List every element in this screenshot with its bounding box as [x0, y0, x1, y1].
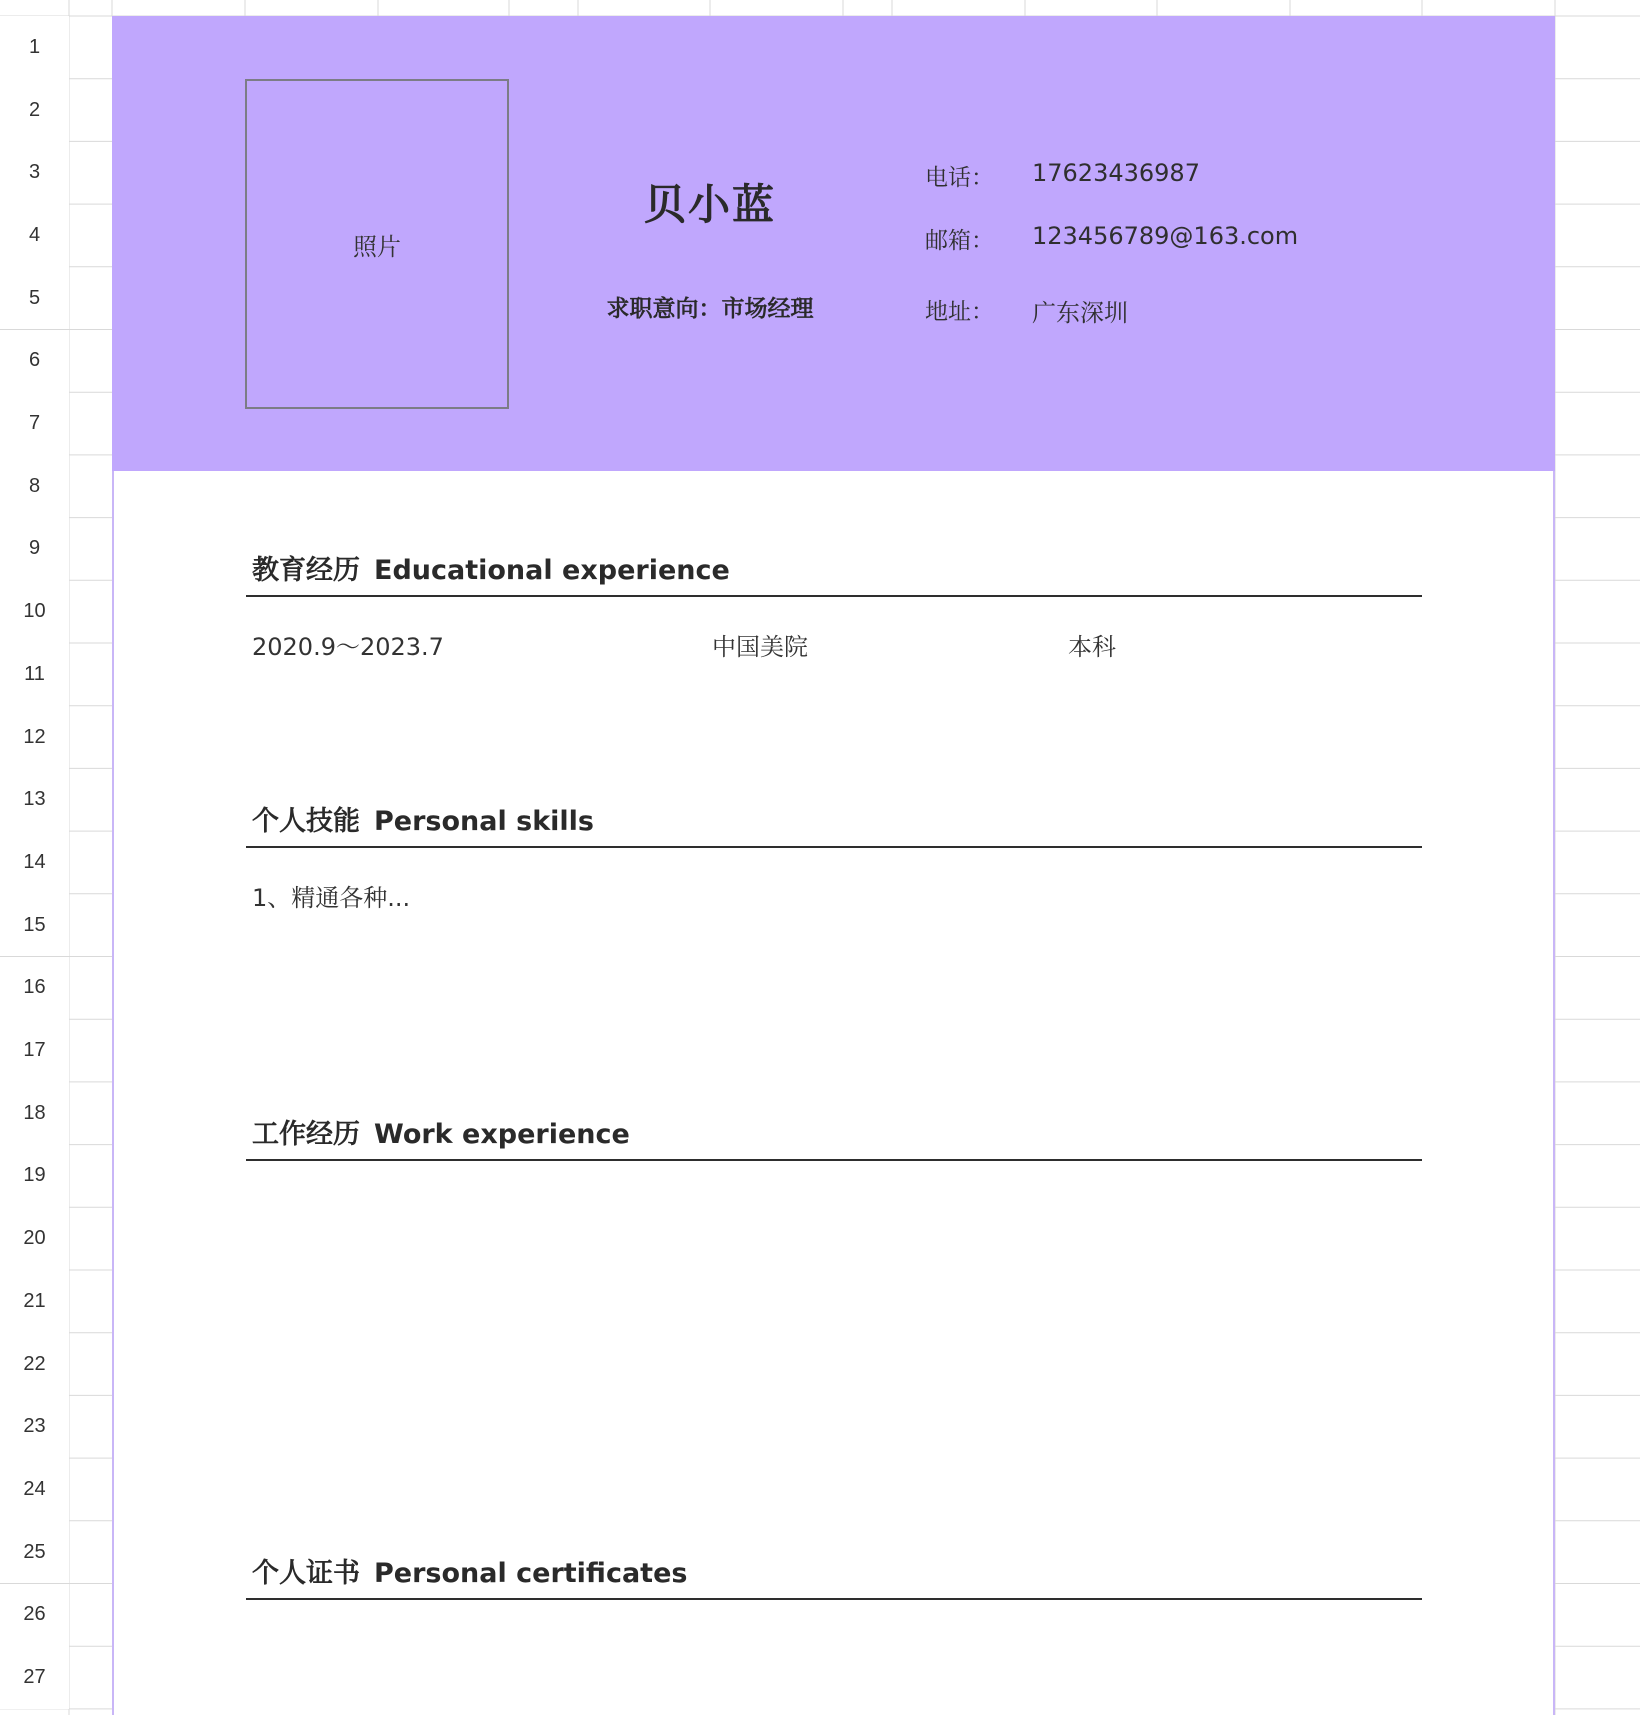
row-header-13[interactable]: 13 [0, 768, 69, 831]
row-header-15[interactable]: 15 [0, 894, 69, 957]
phone-label: 电话： [925, 165, 994, 191]
row-header-1[interactable]: 1 [0, 16, 69, 79]
phone-value[interactable]: 17623436987 [1032, 159, 1200, 187]
row-header-24[interactable]: 24 [0, 1458, 69, 1521]
row-header-9[interactable]: 9 [0, 518, 69, 581]
row-header-12[interactable]: 12 [0, 706, 69, 769]
row-header-14[interactable]: 14 [0, 831, 69, 894]
row-header-26[interactable]: 26 [0, 1584, 69, 1647]
skills-title-en: Personal skills [374, 806, 594, 837]
certificates-divider [246, 1598, 1422, 1600]
work-title-en: Work experience [374, 1119, 630, 1150]
row-header-27[interactable]: 27 [0, 1646, 69, 1709]
education-title-en: Educational experience [374, 555, 730, 586]
skills-section-title [252, 799, 594, 838]
email-value[interactable]: 123456789@163.com [1032, 222, 1299, 250]
education-title-cn: 教育经历 [252, 555, 360, 586]
email-label: 邮箱： [925, 228, 994, 254]
photo-label: 照片 [353, 232, 401, 261]
skills-divider [246, 846, 1422, 848]
candidate-name[interactable]: 贝小蓝 [643, 180, 776, 229]
certificates-title-cn: 个人证书 [252, 1558, 360, 1589]
row-header-2[interactable]: 2 [0, 79, 69, 142]
row-header-10[interactable]: 10 [0, 580, 69, 643]
row-header-8[interactable]: 8 [0, 455, 69, 518]
skills-item[interactable]: 1、精通各种... [252, 884, 411, 912]
address-label: 地址： [925, 299, 994, 325]
work-title-cn: 工作经历 [252, 1119, 360, 1150]
work-section-title [252, 1112, 630, 1151]
row-header-6[interactable]: 6 [0, 330, 69, 393]
row-header-22[interactable]: 22 [0, 1333, 69, 1396]
address-value[interactable]: 广东深圳 [1032, 299, 1128, 327]
row-header-21[interactable]: 21 [0, 1270, 69, 1333]
certificates-title-en: Personal certificates [374, 1558, 688, 1589]
row-header-11[interactable]: 11 [0, 643, 69, 706]
row-header-23[interactable]: 23 [0, 1395, 69, 1458]
row-header-3[interactable]: 3 [0, 141, 69, 204]
row-header-7[interactable]: 7 [0, 392, 69, 455]
education-school[interactable]: 中国美院 [712, 633, 808, 661]
row-header-17[interactable]: 17 [0, 1019, 69, 1082]
education-section-title [252, 548, 730, 587]
row-header-20[interactable]: 20 [0, 1207, 69, 1270]
education-divider [246, 595, 1422, 597]
education-degree[interactable]: 本科 [1068, 633, 1116, 661]
row-header-18[interactable]: 18 [0, 1082, 69, 1145]
row-header-5[interactable]: 5 [0, 267, 69, 330]
photo-placeholder[interactable] [245, 79, 509, 409]
skills-title-cn: 个人技能 [252, 806, 360, 837]
education-period[interactable]: 2020.9～2023.7 [252, 633, 444, 661]
row-header-16[interactable]: 16 [0, 957, 69, 1020]
row-header-25[interactable]: 25 [0, 1521, 69, 1584]
certificates-section-title [252, 1551, 687, 1590]
job-objective[interactable]: 求职意向：市场经理 [606, 296, 814, 322]
row-header-19[interactable]: 19 [0, 1145, 69, 1208]
row-header-4[interactable]: 4 [0, 204, 69, 267]
work-divider [246, 1159, 1422, 1161]
